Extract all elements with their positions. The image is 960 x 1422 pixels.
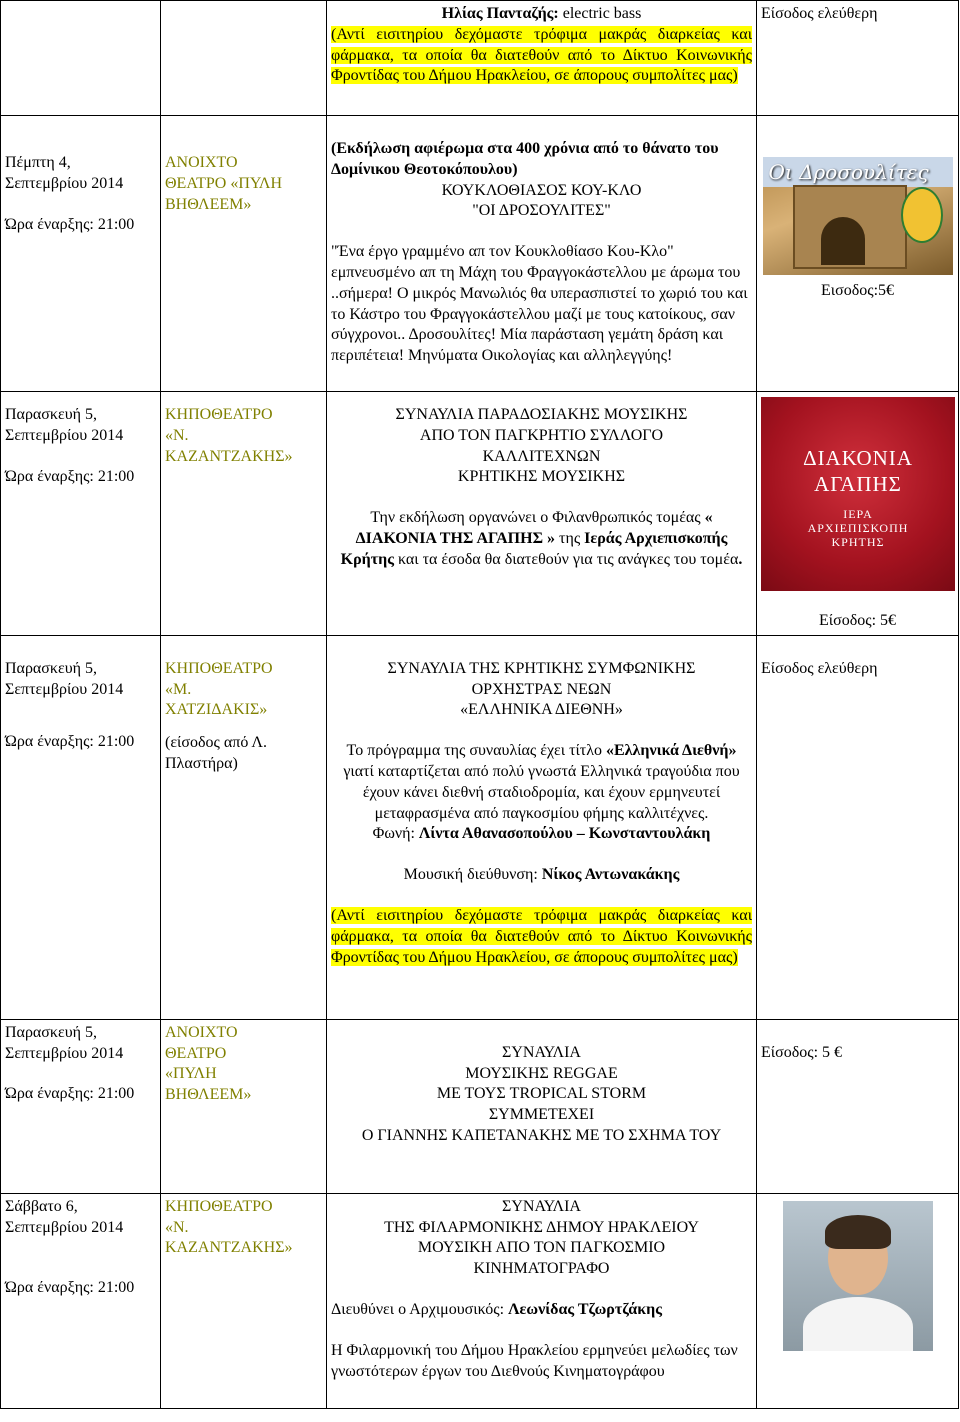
start-time: Ώρα έναρξης: 21:00	[5, 215, 135, 233]
venue-line: ΚΑΖΑΝΤΖΑΚΗΣ»	[165, 447, 293, 465]
diakonia-logo-image: ΔΙΑΚΟΝΙΑ ΑΓΑΠΗΣ ΙΕΡΑ ΑΡΧΙΕΠΙΣΚΟΠΗ ΚΡΗΤΗΣ	[761, 397, 955, 591]
start-time: Ώρα έναρξης: 21:00	[5, 467, 135, 485]
event-description: Η Φιλαρμονική του Δήμου Ηρακλείου ερμηνεύει μελωδίες των γνωστότερων έργων του Διεθνούς Κινηματογράφου	[331, 1341, 738, 1380]
event-date: Σεπτεμβρίου 2014	[5, 174, 124, 192]
venue-line: ΘΕΑΤΡΟ «ΠΥΛΗ	[165, 174, 282, 192]
program-description: Το πρόγραμμα της συναυλίας έχει τίτλο «Ελληνικά Διεθνή» γιατί καταρτίζεται από πολύ γνωστά Ελληνικά τραγούδια που έχουν κάνει διεθνή σταδιοδρομία, και έχουν ερμηνευτεί μεταφρασμένα από παγκοσμίου φήμης καλλιτέχνες.	[343, 742, 740, 822]
conductor-credit: Μουσική διεύθυνση: Νίκος Αντωνακάκης	[403, 866, 680, 884]
event-row	[1, 1, 959, 116]
venue-line: ΚΑΖΑΝΤΖΑΚΗΣ»	[165, 1239, 293, 1257]
venue-line: ΘΕΑΤΡΟ	[165, 1044, 227, 1062]
admission-text: Είσοδος: 5€	[818, 612, 897, 629]
venue-line: «ΠΥΛΗ	[165, 1065, 217, 1083]
event-day: Παρασκευή 5,	[5, 1023, 97, 1041]
date-cell	[1, 1193, 161, 1408]
event-row	[1, 392, 959, 636]
event-title: ΚΑΛΛΙΤΕΧΝΩΝ	[482, 447, 601, 465]
admission-cell	[757, 1019, 959, 1193]
event-title: ΚΡΗΤΙΚΗΣ ΜΟΥΣΙΚΗΣ	[457, 468, 626, 486]
event-day: Παρασκευή 5,	[5, 406, 97, 423]
donation-note: (Αντί εισιτηρίου δεχόμαστε τρόφιμα μακράς διαρκείας και φάρμακα, τα οποία θα διατεθούν από το Δίκτυο Κοινωνικής Φροντίδας του Δήμου Ηρακλείου, σε άπορους συμπολίτες μας)	[331, 906, 752, 966]
event-day: Σάββατο 6,	[5, 1197, 78, 1215]
venue-cell	[161, 116, 327, 392]
event-day: Παρασκευή 5,	[5, 659, 97, 677]
venue-line: ΚΗΠΟΘΕΑΤΡΟ	[165, 1197, 273, 1215]
date-cell	[1, 116, 161, 392]
entrance-note: (είσοδος από Λ. Πλαστήρα)	[165, 734, 268, 772]
event-title: ΣΥΝΑΥΛΙΑ	[502, 1043, 581, 1061]
dedication: (Εκδήλωση αφιέρωμα στα 400 χρόνια από το θάνατο του Δομίνικου Θεοτοκόπουλου)	[331, 140, 719, 178]
venue-line: ΚΗΠΟΘΕΑΤΡΟ	[165, 406, 273, 423]
event-row	[1, 116, 959, 392]
venue-cell	[161, 635, 327, 1019]
event-title: ΟΡΧΗΣΤΡΑΣ ΝΕΩΝ	[471, 680, 612, 698]
admission-cell	[757, 1, 959, 116]
details-cell	[327, 392, 757, 636]
date-cell	[1, 1019, 161, 1193]
event-row	[1, 635, 959, 1019]
date-cell	[1, 1, 161, 116]
event-date: Σεπτεμβρίου 2014	[5, 426, 124, 444]
event-title: ΚΙΝΗΜΑΤΟΓΡΑΦΟ	[473, 1260, 610, 1278]
event-title: ΤΗΣ ΦΙΛΑΡΜΟΝΙΚΗΣ ΔΗΜΟΥ ΗΡΑΚΛΕΙΟΥ	[384, 1218, 699, 1236]
venue-line: ΧΑΤΖΙΔΑΚΙΣ»	[165, 701, 268, 719]
event-title: ΣΥΝΑΥΛΙΑ	[502, 1197, 581, 1215]
venue-line: «Ν.	[165, 426, 189, 444]
event-title: ΣΥΝΑΥΛΙΑ ΠΑΡΑΔΟΣΙΑΚΗΣ ΜΟΥΣΙΚΗΣ	[395, 406, 688, 423]
event-description: Την εκδήλωση οργανώνει ο Φιλανθρωπικός τομέας « ΔΙΑΚΟΝΙΑ ΤΗΣ ΑΓΑΠΗΣ » της Ιεράς Αρχιεπισκοπής Κρήτης και τα έσοδα θα διατεθούν για τις ανάγκες του τομέα.	[340, 509, 743, 568]
event-title: Ο ΓΙΑΝΝΗΣ ΚΑΠΕΤΑΝΑΚΗΣ ΜΕ ΤΟ ΣΧΗΜΑ ΤΟΥ	[361, 1126, 722, 1144]
start-time: Ώρα έναρξης: 21:00	[5, 1085, 135, 1103]
event-date: Σεπτεμβρίου 2014	[5, 680, 124, 698]
image-caption: Οι Δροσουλίτες	[768, 160, 929, 184]
venue-line: ΑΝΟΙΧΤΟ	[165, 1023, 238, 1041]
donation-note: (Αντί εισιτηρίου δεχόμαστε τρόφιμα μακράς διαρκείας και φάρμακα, τα οποία θα διατεθούν από το Δίκτυο Κοινωνικής Φροντίδας του Δήμου Ηρακλείου, σε άπορους συμπολίτες μας)	[331, 25, 752, 85]
venue-cell	[161, 392, 327, 636]
image-cell	[757, 1193, 959, 1408]
event-title: ΜΟΥΣΙΚΗΣ REGGAE	[465, 1064, 618, 1082]
venue-cell	[161, 1019, 327, 1193]
admission-text: Είσοδος ελεύθερη	[761, 659, 878, 677]
admission-cell	[757, 116, 959, 392]
start-time: Ώρα έναρξης: 21:00	[5, 733, 135, 751]
venue-line: «Μ.	[165, 680, 192, 698]
date-cell	[1, 392, 161, 636]
admission-text: Είσοδος: 5 €	[761, 1043, 843, 1061]
start-time: Ώρα έναρξης: 21:00	[5, 1279, 135, 1297]
conductor-credit: Διευθύνει ο Αρχιμουσικός: Λεωνίδας Τζωρτζάκης	[331, 1300, 662, 1318]
event-title: ΜΟΥΣΙΚΗ ΑΠΟ ΤΟΝ ΠΑΓΚΟΣΜΙΟ	[417, 1239, 666, 1257]
voice-credit: Φωνή: Λίντα Αθανασοπούλου – Κωνσταντουλάκη	[372, 825, 711, 843]
details-cell	[327, 1193, 757, 1408]
venue-line: ΑΝΟΙΧΤΟ	[165, 154, 238, 171]
venue-line: ΒΗΘΛΕΕΜ»	[165, 1086, 252, 1104]
performer-role: electric bass	[558, 5, 642, 22]
event-title: ΑΠΟ ΤΟΝ ΠΑΓΚΡΗΤΙΟ ΣΥΛΛΟΓΟ	[419, 426, 664, 444]
performer-name: Ηλίας Πανταζής:	[441, 5, 559, 22]
event-date: Σεπτεμβρίου 2014	[5, 1218, 124, 1236]
event-date: Σεπτεμβρίου 2014	[5, 1044, 124, 1062]
event-row	[1, 1019, 959, 1193]
conductor-portrait-image	[783, 1201, 933, 1351]
event-title: ΜΕ ΤΟΥΣ TROPICAL STORM	[436, 1085, 647, 1103]
venue-cell	[161, 1, 327, 116]
admission-text: Είσοδος ελεύθερη	[761, 5, 878, 22]
venue-line: ΒΗΘΛΕΕΜ»	[165, 195, 252, 213]
event-day: Πέμπτη 4,	[5, 154, 71, 171]
performer	[331, 4, 752, 25]
admission-cell	[757, 392, 959, 636]
details-cell	[327, 116, 757, 392]
event-title: ΣΥΜΜΕΤΕΧΕΙ	[488, 1106, 595, 1124]
event-description: "Ένα έργο γραμμένο απ τον Κουκλοθίασο Κου-Κλο" εμπνευσμένο απ τη Μάχη του Φραγγοκάστελλου με άρωμα του ..σήμερα! Ο μικρός Μανωλιός θα υπερασπιστεί το χωριό του και το Κάστρο του Φραγγοκάστελλου μαζί με τους κατοίκους, σαν σύγχρονοι.. Δροσουλίτες! Μία παράσταση γεμάτη δράση και περιπέτεια! Μηνύματα Οικολογίας και αλληλεγγύης!	[331, 243, 748, 365]
puppet-show-image	[763, 157, 953, 275]
event-title: ΣΥΝΑΥΛΙΑ ΤΗΣ ΚΡΗΤΙΚΗΣ ΣΥΜΦΩΝΙΚΗΣ	[387, 659, 696, 677]
details-cell	[327, 1, 757, 116]
organizer: « ΔΙΑΚΟΝΙΑ ΤΗΣ ΑΓΑΠΗΣ »	[355, 509, 713, 547]
event-title: «ΕΛΛΗΝΙΚΑ ΔΙΕΘΝΗ»	[460, 701, 623, 719]
venue-line: «Ν.	[165, 1218, 189, 1236]
event-title: "ΟΙ ΔΡΟΣΟΥΛΙΤΕΣ"	[472, 202, 611, 220]
admission-cell	[757, 635, 959, 1019]
date-cell	[1, 635, 161, 1019]
details-cell	[327, 1019, 757, 1193]
church: Ιεράς Αρχιεπισκοπής Κρήτης	[340, 529, 728, 568]
details-cell	[327, 635, 757, 1019]
event-row	[1, 1193, 959, 1408]
event-title: ΚΟΥΚΛΟΘΙΑΣΟΣ ΚΟΥ-ΚΛΟ	[441, 181, 642, 199]
admission-text: Εισοδος:5€	[820, 282, 895, 299]
venue-cell	[161, 1193, 327, 1408]
venue-line: ΚΗΠΟΘΕΑΤΡΟ	[165, 659, 273, 677]
